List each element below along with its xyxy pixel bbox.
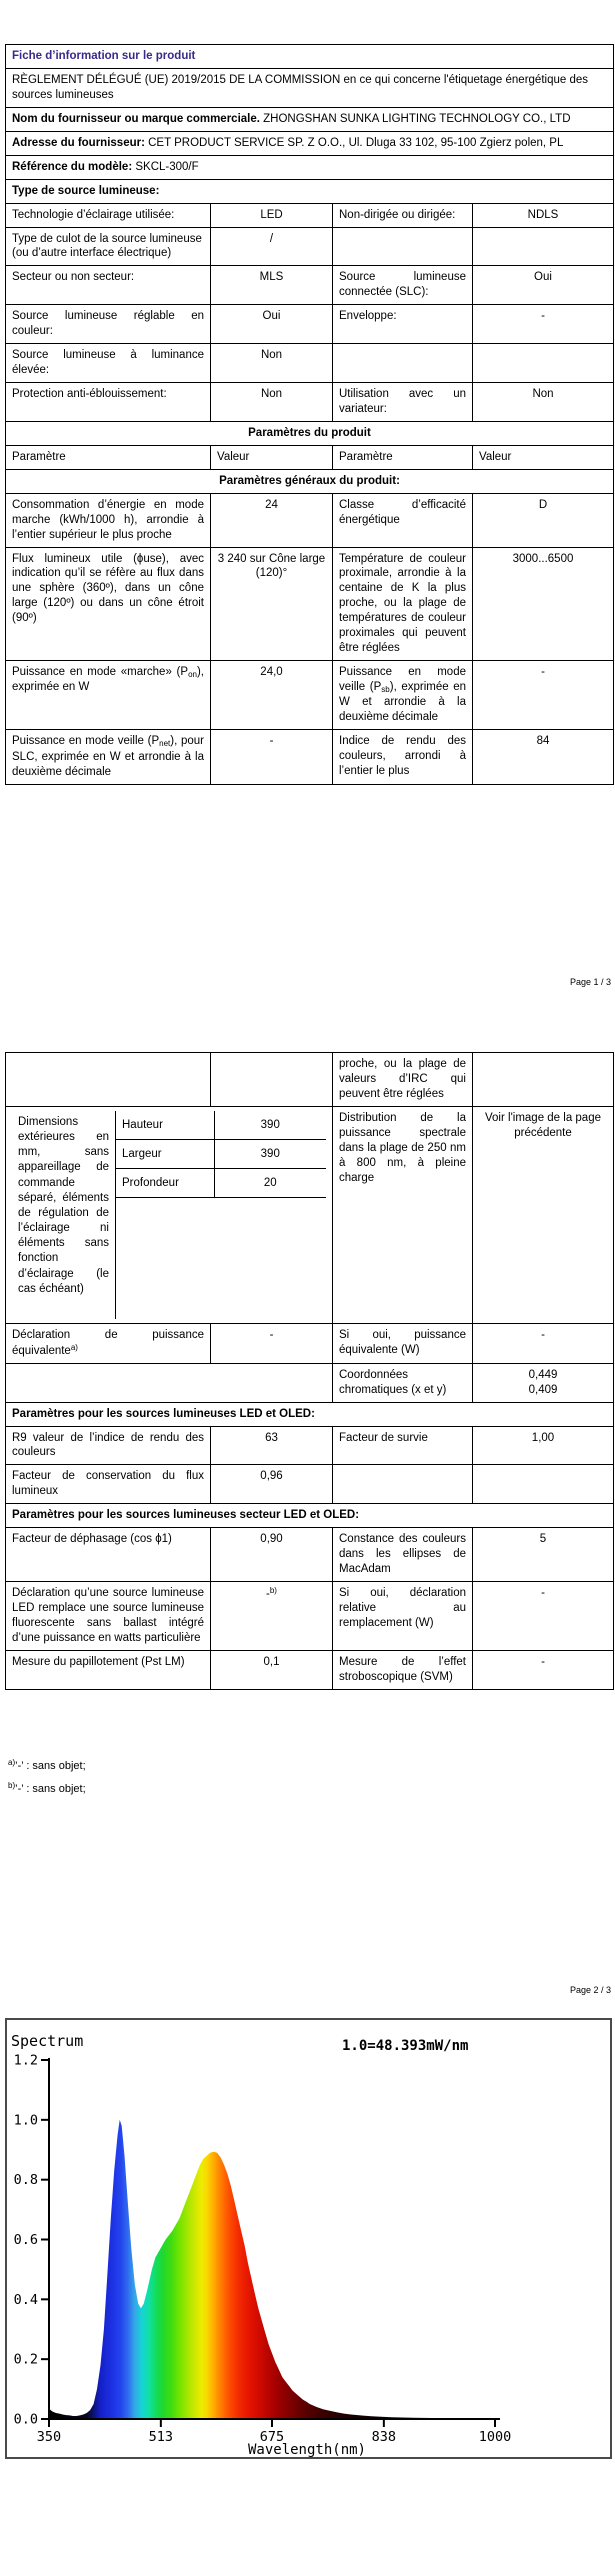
dimension-subrow [116,1169,326,1198]
chromaticity-row [6,1363,614,1402]
table-row [6,383,614,422]
param-cell: Enveloppe: [333,305,473,344]
page1-footer: Page 1 / 3 [569,977,611,987]
table-row [6,1426,614,1465]
param-cell: Déclaration qu’une source lumineuse LED remplace une source lumineuse fluorescente sans ballast intégré d’une puissance en watts particulière [6,1582,211,1651]
param-cell: Mesure de l’effet stroboscopique (SVM) [333,1650,473,1689]
value-cell: 0,90 [211,1528,333,1582]
dimension-name: Profondeur [116,1169,214,1198]
param-cell: Puissance en mode veille $(P_{net})$, pour SLC, exprimée en W et arrondie à la deuxième décimale [6,730,211,784]
value-cell: 3000...6500 [473,547,614,661]
value-cell: 63 [211,1426,333,1465]
section-header-row [6,469,614,493]
svg-text:350: 350 [36,2429,62,2445]
svg-text:1.2: 1.2 [13,2052,38,2069]
param-cell: Type de culot de la source lumineuse (ou d’autre interface électrique) [6,227,211,266]
empty-cell [6,1363,333,1402]
value-cell [473,344,614,383]
table-row [6,730,614,784]
value-cell: - [211,1323,333,1363]
svg-text:0.0: 0.0 [13,2411,38,2428]
param-cell: Facteur de déphasage (cos ϕ1) [6,1528,211,1582]
value-cell: Oui [473,266,614,305]
value-cell: LED [211,203,333,227]
type-header: Type de source lumineuse: [6,179,614,203]
title-row [6,45,614,69]
value-cell: Oui [211,305,333,344]
value-cell: - [473,1582,614,1651]
value-cell: 0,1 [211,1650,333,1689]
value-cell: 24,0 [211,661,333,730]
param-cell: Température de couleur proximale, arrondie à la centaine de K la plus proche, ou la plage de températures de couleur proximales qui peuvent être réglées [333,547,473,661]
table-row [6,305,614,344]
value-cell: / [211,227,333,266]
svg-text:Wavelength(nm): Wavelength(nm) [247,2442,367,2457]
value-cell: NDLS [473,203,614,227]
section-header-row [6,1402,614,1426]
table-row [6,203,614,227]
supplier-row [6,107,614,131]
dimension-value: 390 [214,1140,326,1169]
page2-footer: Page 2 / 3 [569,1985,611,1995]
value-cell: D [473,493,614,547]
address-row [6,131,614,155]
param-cell: Consommation d’énergie en mode marche (kWh/1000 h), arrondie à l’entier supérieur le plus proche [6,493,211,547]
column-header: Paramètre [6,445,211,469]
param-cell: Source lumineuse connectée (SLC): [333,266,473,305]
param-cell: Si oui, déclaration relative au remplacement (W) [333,1582,473,1651]
dimensions-row [6,1106,614,1323]
table-row [6,547,614,661]
svg-text:513: 513 [148,2429,174,2445]
section-header-row [6,1504,614,1528]
footnote-b: $^{b)}$’-’ : sans objet; [8,1781,86,1796]
param-cell: Source lumineuse réglable en couleur: [6,305,211,344]
dimensions-label: Dimensions extérieures en mm, sans appareillage de commande séparé, éléments de régulation de l’éclairage ni éléments sans fonction d’éclairage (le cas échéant) [12,1111,116,1319]
svg-text:675: 675 [259,2429,285,2445]
value-cell: MLS [211,266,333,305]
dimension-name: Largeur [116,1140,214,1169]
table-row [6,661,614,730]
value-cell: - [473,1323,614,1363]
param-cell: proche, ou la plage de valeurs d’IRC qui peuvent être réglées [333,1053,473,1107]
value-cell: 1,00 [473,1426,614,1465]
param-cell: Secteur ou non secteur: [6,266,211,305]
dimension-subrow [116,1111,326,1140]
param-cell: Constance des couleurs dans les ellipses de MacAdam [333,1528,473,1582]
value-cell: Voir l'image de la page précédente [473,1106,614,1323]
table-row [6,344,614,383]
param-cell [333,344,473,383]
param-cell: Déclaration de puissance équivalente$^{a)}$ [6,1323,211,1363]
param-cell: Technologie d’éclairage utilisée: [6,203,211,227]
dimension-value: 20 [214,1169,326,1198]
param-cell: Facteur de survie [333,1426,473,1465]
value-cell: -$^{b)}$ [211,1582,333,1651]
svg-text:838: 838 [371,2429,397,2445]
value-cell: - [473,1650,614,1689]
chart-title: Spectrum [11,2032,84,2050]
svg-text:1000: 1000 [478,2429,512,2445]
value-cell: 5 [473,1528,614,1582]
supplier-label: Nom du fournisseur ou marque commerciale. [12,112,260,125]
table-row [6,227,614,266]
param-cell: Puissance en mode «marche» $(P_{on})$, exprimée en W [6,661,211,730]
column-header: Paramètre [333,445,473,469]
led-section-header: Paramètres pour les sources lumineuses LED et OLED: [6,1402,614,1426]
table-row [6,1650,614,1689]
param-cell: Facteur de conservation du flux lumineux [6,1465,211,1504]
value-cell: 24 [211,493,333,547]
regulation-text: RÈGLEMENT DÉLÉGUÉ (UE) 2019/2015 DE LA COMMISSION en ce qui concerne l'étiquetage énergétique des sources lumineuses [6,68,614,107]
column-header: Valeur [211,445,333,469]
value-cell: 84 [473,730,614,784]
param-cell: Distribution de la puissance spectrale dans la plage de 250 nm à 800 nm, à pleine charge [333,1106,473,1323]
param-cell: Mesure du papillotement (Pst LM) [6,1650,211,1689]
regulation-row [6,68,614,107]
spectrum-chart-panel [5,2018,612,2459]
address-label: Adresse du fournisseur: [12,136,145,149]
value-cell: 0,449 0,409 [473,1363,614,1402]
svg-text:0.2: 0.2 [13,2351,38,2368]
spectrum-chart [7,2020,610,2457]
table-row [6,493,614,547]
param-cell: Puissance en mode veille $(P_{sb})$, exprimée en W et arrondie à la deuxième décimale [333,661,473,730]
table-row [6,1465,614,1504]
param-cell: Source lumineuse à luminance élevée: [6,344,211,383]
svg-text:0.8: 0.8 [13,2172,38,2189]
param-cell [6,1053,211,1107]
model-label: Référence du modèle: [12,160,133,173]
supplier-value: ZHONGSHAN SUNKA LIGHTING TECHNOLOGY CO., LTD [263,112,571,125]
column-header-row [6,445,614,469]
param-cell: Flux lumineux utile (ϕuse), avec indication qu’il se réfère au flux dans une sphère (360º), dans un cône large (120º) ou dans un cône étroit (90º) [6,547,211,661]
dimension-subrow [116,1140,326,1169]
value-cell [473,1465,614,1504]
table-row [6,1323,614,1363]
chart-scale-note: 1.0=48.393mW/nm [342,2038,469,2054]
address-value: CET PRODUCT SERVICE SP. Z O.O., Ul. Dluga 33 102, 95-100 Zgierz polen, PL [148,136,564,149]
param-cell: Si oui, puissance équivalente (W) [333,1323,473,1363]
param-cell [333,1465,473,1504]
value-cell [211,1053,333,1107]
page1-table [5,44,614,785]
value-cell: - [473,305,614,344]
column-header: Valeur [473,445,614,469]
footnotes [8,1755,86,1801]
model-value: SKCL-300/F [135,160,199,173]
param-cell: Coordonnées chromatiques (x et y) [333,1363,473,1402]
param-cell: Utilisation avec un variateur: [333,383,473,422]
value-cell: - [211,730,333,784]
value-cell: 3 240 sur Cône large (120)° [211,547,333,661]
continuation-row [6,1053,614,1107]
value-cell [473,227,614,266]
table-row [6,1582,614,1651]
param-cell: Indice de rendu des couleurs, arrondi à l’entier le plus [333,730,473,784]
value-cell [473,1053,614,1107]
footnote-a: $^{a)}$’-’ : sans objet; [8,1758,86,1772]
param-cell: R9 valeur de l’indice de rendu des couleurs [6,1426,211,1465]
general-section-header: Paramètres généraux du produit: [6,469,614,493]
svg-text:0.4: 0.4 [13,2291,38,2308]
dimension-value: 390 [214,1111,326,1140]
page-title: Fiche d’information sur le produit [6,45,614,69]
param-cell: Non-dirigée ou dirigée: [333,203,473,227]
value-cell: 0,96 [211,1465,333,1504]
value-cell: Non [473,383,614,422]
table-row [6,266,614,305]
mains-section-header: Paramètres pour les sources lumineuses secteur LED et OLED: [6,1504,614,1528]
value-cell: - [473,661,614,730]
param-cell: Classe d’efficacité énergétique [333,493,473,547]
page2-table [5,1052,614,1690]
params-section-header: Paramètres du produit [6,421,614,445]
value-cell: Non [211,383,333,422]
svg-text:0.6: 0.6 [13,2232,38,2248]
dimensions-subtable [116,1111,326,1199]
param-cell: Protection anti-éblouissement: [6,383,211,422]
value-cell: Non [211,344,333,383]
table-row [6,1528,614,1582]
svg-text:1.0: 1.0 [13,2112,38,2129]
param-cell [333,227,473,266]
dimension-name: Hauteur [116,1111,214,1140]
section-header-row [6,421,614,445]
model-row [6,155,614,179]
type-header-row [6,179,614,203]
